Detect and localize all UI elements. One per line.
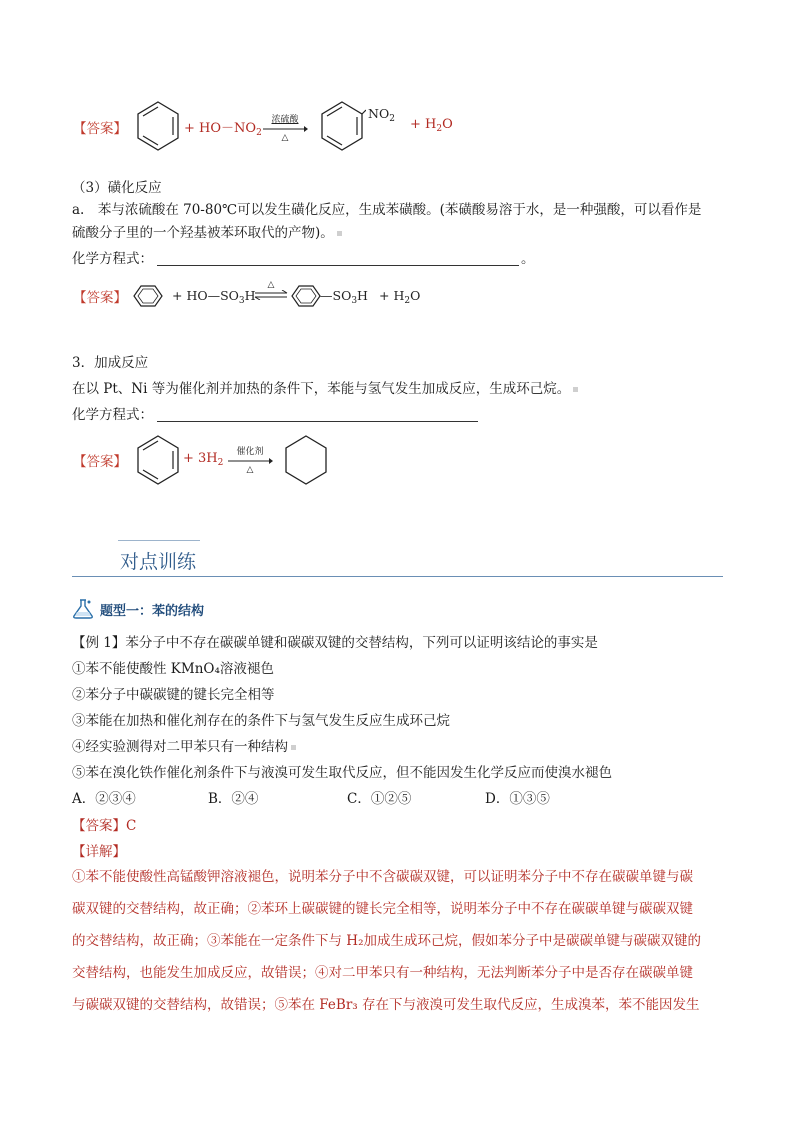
heat-symbol: △ bbox=[267, 280, 275, 290]
example-answer: 【答案】C bbox=[72, 818, 137, 834]
hydrogen-reagent: + $3H_2$ bbox=[183, 451, 224, 468]
example-item-3: ③苯能在加热和催化剂存在的条件下与氢气发生反应生成环己烷 bbox=[72, 713, 450, 729]
answer-blank-sulfonation[interactable] bbox=[157, 265, 519, 266]
heat-symbol: △ bbox=[281, 133, 289, 143]
detail-line-3: 的交替结构，故正确；③苯能在一定条件下与 H₂加成生成环己烷，假如苯分子中是碳碳单键与碳碳双键的 bbox=[72, 933, 701, 949]
water-product-nitration: + $H_2O$ bbox=[410, 117, 453, 134]
reaction-arrow-nitration bbox=[262, 112, 308, 142]
option-a[interactable]: A．②③④ bbox=[72, 791, 136, 807]
section-title: 对点训练 bbox=[120, 551, 197, 573]
addition-heading: 3．加成反应 bbox=[72, 355, 149, 371]
heat-symbol: △ bbox=[246, 465, 254, 475]
benzene-small-icon bbox=[133, 284, 163, 308]
example-item-2: ②苯分子中碳碳键的键长完全相等 bbox=[72, 687, 275, 703]
nitrobenzene-ring-icon bbox=[316, 98, 366, 154]
benzene-ring-icon bbox=[134, 432, 182, 488]
sulfonation-paragraph-line2: 硫酸分子里的一个羟基被苯环取代的产物)。 bbox=[72, 223, 342, 243]
water-product-sulfonation: + $H_2O$ bbox=[379, 288, 421, 306]
detail-label: 【详解】 bbox=[72, 844, 126, 860]
equation-end-mark: 。 bbox=[521, 251, 535, 267]
detail-line-1: ①苯不能使酸性高锰酸钾溶液褪色，说明苯分子中不含碳碳双键，可以证明苯分子中不存在碳碳单键与碳 bbox=[72, 869, 693, 885]
answer-blank-addition[interactable] bbox=[157, 421, 478, 422]
arrow-right-icon bbox=[227, 457, 273, 465]
section-divider bbox=[72, 576, 723, 577]
anchor-mark-icon bbox=[337, 231, 342, 236]
section-title-topline bbox=[118, 540, 200, 541]
answer-label-addition: 【答案】 bbox=[73, 454, 127, 470]
example-item-1: ①苯不能使酸性 KMnO₄溶液褪色 bbox=[72, 661, 274, 677]
flask-icon bbox=[71, 598, 95, 620]
benzene-ring-icon bbox=[134, 98, 182, 154]
answer-label-nitration: 【答案】 bbox=[73, 121, 127, 137]
equation-label-addition: 化学方程式： bbox=[72, 407, 153, 423]
detail-line-2: 碳双键的交替结构，故正确；②苯环上碳碳键的键长完全相等，说明苯分子中不存在碳碳单键与碳碳双键 bbox=[72, 901, 693, 917]
sulfonation-paragraph-line1: a. 苯与浓硫酸在 70-80℃可以发生磺化反应，生成苯磺酸。(苯磺酸易溶于水，是一种强酸，可以看作是 bbox=[72, 202, 702, 218]
anchor-mark-icon bbox=[573, 387, 578, 392]
sulfonic-group: $—SO_3H$ bbox=[320, 288, 368, 306]
example-item-5: ⑤苯在溴化铁作催化剂条件下与液溴可发生取代反应，但不能因发生化学反应而使溴水褪色 bbox=[72, 765, 612, 781]
example-item-4: ④经实验测得对二甲苯只有一种结构 bbox=[72, 737, 296, 757]
nitro-group: $NO_2$ bbox=[368, 106, 395, 124]
option-d[interactable]: D．①③⑤ bbox=[485, 791, 550, 807]
nitric-acid-reagent: + $HO-NO_2$ bbox=[184, 121, 262, 138]
sulfuric-acid-reagent: + $HO—SO_3H$ bbox=[172, 288, 256, 306]
equation-label-sulfonation: 化学方程式： bbox=[72, 251, 153, 267]
arrow-right-icon bbox=[262, 125, 308, 133]
cyclohexane-ring-icon bbox=[281, 432, 331, 488]
question-type-title: 题型一：苯的结构 bbox=[100, 604, 205, 619]
catalyst-label: 催化剂 bbox=[236, 447, 264, 457]
reaction-arrow-addition bbox=[227, 444, 273, 474]
catalyst-label: 浓硫酸 bbox=[271, 115, 299, 125]
addition-paragraph: 在以 Pt、Ni 等为催化剂并加热的条件下，苯能与氢气发生加成反应，生成环己烷。 bbox=[72, 379, 578, 399]
reversible-arrow-icon bbox=[254, 290, 288, 300]
reaction-arrow-sulfonation bbox=[254, 280, 288, 310]
detail-line-5: 与碳碳双键的交替结构，故错误；⑤苯在 FeBr₃ 存在下与液溴可发生取代反应，生成溴苯，苯不能因发生 bbox=[72, 997, 700, 1013]
answer-label-sulfonation: 【答案】 bbox=[73, 290, 127, 306]
anchor-mark-icon bbox=[291, 745, 296, 750]
option-b[interactable]: B．②④ bbox=[208, 791, 259, 807]
detail-line-4: 交替结构，也能发生加成反应，故错误；④对二甲苯只有一种结构，无法判断苯分子中是否存在碳碳单键 bbox=[72, 965, 693, 981]
option-c[interactable]: C．①②⑤ bbox=[347, 791, 412, 807]
sulfonation-heading: （3）磺化反应 bbox=[72, 180, 162, 196]
example-stem: 【例 1】苯分子中不存在碳碳单键和碳碳双键的交替结构，下列可以证明该结论的事实是 bbox=[72, 635, 598, 651]
benzenesulfonic-ring-icon bbox=[291, 284, 321, 308]
